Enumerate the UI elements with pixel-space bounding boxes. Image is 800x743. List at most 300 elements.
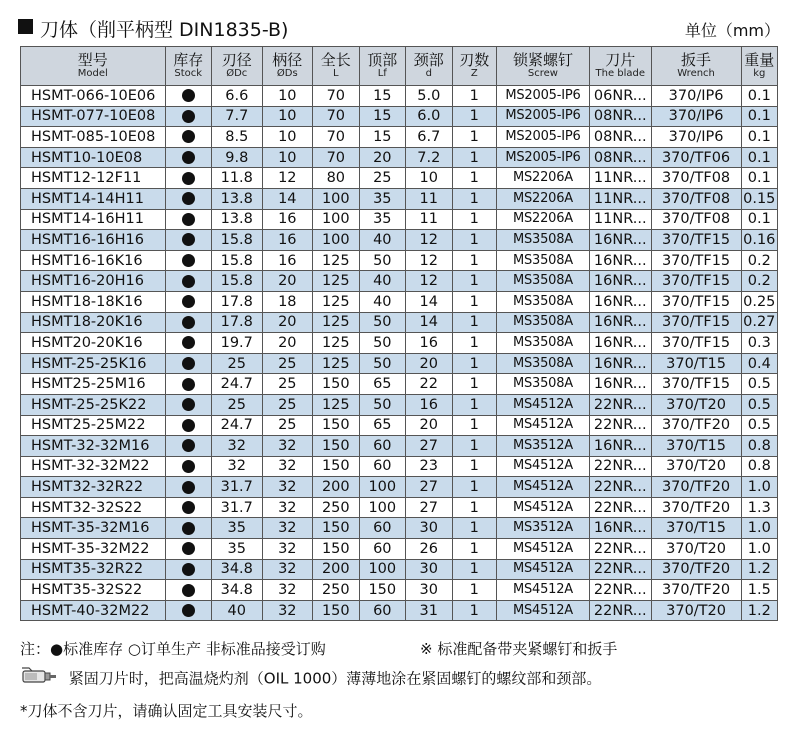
model-cell: HSMT-25-25K16 [21, 353, 166, 374]
column-header-en: The blade [595, 67, 646, 79]
table-cell: 32 [262, 456, 313, 477]
table-row [21, 497, 778, 518]
table-cell: 370/T20 [651, 600, 741, 621]
stock-dot-icon [182, 481, 195, 494]
table-cell: 0.1 [741, 86, 777, 107]
column-header-en: ØDs [276, 67, 298, 79]
table-cell: 16 [262, 230, 313, 251]
table-cell: 25 [212, 394, 263, 415]
stock-cell [165, 333, 211, 354]
stock-dot-icon [182, 151, 195, 164]
warning-note: *刀体不含刀片，请确认固定工具安装尺寸。 [20, 702, 313, 720]
table-row [21, 127, 778, 148]
table-cell: 16NR... [589, 230, 651, 251]
table-cell: 14 [262, 188, 313, 209]
table-cell: 0.15 [741, 188, 777, 209]
table-cell: MS3508A [496, 333, 589, 354]
table-cell: 23 [406, 456, 452, 477]
column-header [406, 47, 452, 86]
table-cell: 1 [452, 353, 496, 374]
legend-note [20, 638, 618, 659]
table-cell: MS4512A [496, 477, 589, 498]
table-cell: 1 [452, 271, 496, 292]
model-cell: HSMT-085-10E08 [21, 127, 166, 148]
stock-cell [165, 147, 211, 168]
table-cell: 16NR... [589, 271, 651, 292]
model-cell: HSMT18-18K16 [21, 291, 166, 312]
table-cell: 16 [406, 394, 452, 415]
table-row [21, 209, 778, 230]
stock-dot-icon [182, 110, 195, 123]
table-cell: 12 [406, 230, 452, 251]
table-cell: 1 [452, 250, 496, 271]
model-cell: HSMT-25-25K22 [21, 394, 166, 415]
table-cell: 22NR... [589, 559, 651, 580]
model-cell: HSMT35-32S22 [21, 580, 166, 601]
stock-dot-icon [182, 563, 195, 576]
table-cell: 35 [359, 188, 405, 209]
stock-dot-icon [182, 254, 195, 267]
column-header [496, 47, 589, 86]
column-header-cn: 锁紧螺钉 [512, 50, 573, 69]
table-cell: 31.7 [212, 477, 263, 498]
table-cell: 16NR... [589, 436, 651, 457]
page-title: 刀体（削平柄型 DIN1835-B) [40, 19, 289, 41]
table-cell: 22NR... [589, 600, 651, 621]
table-cell: MS4512A [496, 456, 589, 477]
table-cell: 15.8 [212, 230, 263, 251]
table-cell: 12 [406, 250, 452, 271]
table-cell: 370/TF08 [651, 188, 741, 209]
table-cell: 22NR... [589, 497, 651, 518]
table-row [21, 539, 778, 560]
model-cell: HSMT-35-32M22 [21, 539, 166, 560]
table-cell: 13.8 [212, 209, 263, 230]
table-cell: 26 [406, 539, 452, 560]
table-cell: 1 [452, 291, 496, 312]
table-cell: 5.0 [406, 86, 452, 107]
table-cell: 32 [262, 477, 313, 498]
stock-dot-icon [182, 439, 195, 452]
page-header [18, 14, 780, 40]
table-cell: 370/T15 [651, 353, 741, 374]
table-cell: 125 [313, 353, 359, 374]
stock-cell [165, 291, 211, 312]
table-cell: 12 [406, 271, 452, 292]
table-cell: 370/TF15 [651, 312, 741, 333]
table-cell: 25 [262, 415, 313, 436]
column-header [262, 47, 313, 86]
column-header-cn: 刃数 [459, 50, 490, 69]
column-header-cn: 颈部 [413, 50, 444, 69]
model-cell: HSMT16-20H16 [21, 271, 166, 292]
stock-dot-icon [182, 398, 195, 411]
stock-cell [165, 250, 211, 271]
table-cell: 16NR... [589, 291, 651, 312]
stock-dot-icon [182, 295, 195, 308]
table-cell: 32 [262, 580, 313, 601]
table-cell: 11NR... [589, 188, 651, 209]
table-cell: 370/TF20 [651, 497, 741, 518]
column-header-en: ØDc [226, 67, 248, 79]
table-cell: 22NR... [589, 477, 651, 498]
table-cell: 1.0 [741, 477, 777, 498]
table-cell: 125 [313, 291, 359, 312]
table-cell: 1 [452, 147, 496, 168]
model-cell: HSMT25-25M16 [21, 374, 166, 395]
table-cell: 20 [262, 312, 313, 333]
stock-dot-icon [182, 89, 195, 102]
column-header-en: kg [753, 67, 766, 79]
stock-cell [165, 106, 211, 127]
table-cell: 1.0 [741, 539, 777, 560]
table-cell: 8.5 [212, 127, 263, 148]
table-cell: MS3508A [496, 353, 589, 374]
table-cell: 32 [262, 539, 313, 560]
model-cell: HSMT-066-10E06 [21, 86, 166, 107]
model-cell: HSMT-35-32M16 [21, 518, 166, 539]
table-cell: 27 [406, 477, 452, 498]
table-cell: MS2005-IP6 [496, 147, 589, 168]
table-cell: 0.2 [741, 271, 777, 292]
table-cell: 31.7 [212, 497, 263, 518]
stock-dot-icon [182, 192, 195, 205]
table-cell: 370/T15 [651, 436, 741, 457]
table-cell: 100 [313, 188, 359, 209]
table-cell: 65 [359, 415, 405, 436]
stock-dot-icon [182, 316, 195, 329]
table-cell: 70 [313, 86, 359, 107]
table-cell: 1 [452, 518, 496, 539]
table-cell: 25 [212, 353, 263, 374]
table-cell: 0.1 [741, 168, 777, 189]
table-cell: 1 [452, 333, 496, 354]
table-cell: 150 [313, 436, 359, 457]
table-cell: 40 [359, 291, 405, 312]
stock-cell [165, 415, 211, 436]
table-cell: MS3508A [496, 291, 589, 312]
table-row [21, 353, 778, 374]
table-cell: 370/TF15 [651, 250, 741, 271]
table-cell: 370/TF20 [651, 415, 741, 436]
table-row [21, 188, 778, 209]
column-header [651, 47, 741, 86]
model-cell: HSMT-32-32M16 [21, 436, 166, 457]
table-cell: 6.7 [406, 127, 452, 148]
table-cell: 65 [359, 374, 405, 395]
table-cell: 370/T15 [651, 518, 741, 539]
column-header-cn: 扳手 [681, 50, 712, 69]
unit-label: 单位（mm） [684, 21, 780, 40]
column-header [589, 47, 651, 86]
table-cell: MS4512A [496, 415, 589, 436]
table-cell: 70 [313, 106, 359, 127]
table-cell: 0.3 [741, 333, 777, 354]
table-cell: 11NR... [589, 209, 651, 230]
table-cell: 16NR... [589, 518, 651, 539]
table-cell: 32 [262, 559, 313, 580]
table-cell: 32 [262, 436, 313, 457]
table-cell: 150 [313, 374, 359, 395]
table-cell: 30 [406, 559, 452, 580]
column-header-en: Z [470, 67, 478, 79]
table-cell: MS3512A [496, 518, 589, 539]
table-cell: 10 [262, 127, 313, 148]
table-cell: 08NR... [589, 127, 651, 148]
column-header-cn: 库存 [173, 50, 204, 69]
table-cell: 370/TF20 [651, 559, 741, 580]
table-cell: 14 [406, 312, 452, 333]
table-row [21, 600, 778, 621]
grease-text: 紧固刀片时，把高温烧灼剂（OIL 1000）薄薄地涂在紧固螺钉的螺纹部和颈部。 [68, 669, 602, 688]
grease-note [20, 665, 601, 691]
table-cell: 15.8 [212, 271, 263, 292]
table-cell: 250 [313, 497, 359, 518]
stock-dot-icon [182, 419, 195, 432]
table-cell: 200 [313, 559, 359, 580]
table-cell: 30 [406, 518, 452, 539]
stock-dot-icon [182, 378, 195, 391]
stock-cell [165, 209, 211, 230]
table-cell: 30 [406, 580, 452, 601]
table-cell: 370/TF20 [651, 580, 741, 601]
stock-cell [165, 271, 211, 292]
table-cell: 1 [452, 436, 496, 457]
table-cell: 370/TF15 [651, 333, 741, 354]
column-header-cn: 柄径 [272, 50, 303, 69]
table-cell: 50 [359, 333, 405, 354]
column-header [359, 47, 405, 86]
model-cell: HSMT18-20K16 [21, 312, 166, 333]
table-row [21, 518, 778, 539]
stock-cell [165, 353, 211, 374]
stock-dot-icon [182, 522, 195, 535]
stock-cell [165, 86, 211, 107]
table-cell: 1 [452, 580, 496, 601]
table-cell: 16 [262, 209, 313, 230]
table-cell: 25 [262, 353, 313, 374]
stock-cell [165, 312, 211, 333]
table-row [21, 394, 778, 415]
table-cell: 9.8 [212, 147, 263, 168]
column-header-cn: 重量 [744, 50, 775, 69]
table-row [21, 477, 778, 498]
table-cell: 15 [359, 106, 405, 127]
stock-dot-icon [182, 501, 195, 514]
table-cell: 125 [313, 250, 359, 271]
table-cell: 50 [359, 312, 405, 333]
stock-dot-icon [182, 130, 195, 143]
table-cell: 20 [359, 147, 405, 168]
table-cell: 1.0 [741, 518, 777, 539]
table-cell: 370/T20 [651, 539, 741, 560]
table-cell: 370/IP6 [651, 127, 741, 148]
table-row [21, 86, 778, 107]
table-cell: 370/TF08 [651, 168, 741, 189]
table-cell: 17.8 [212, 312, 263, 333]
table-cell: 50 [359, 250, 405, 271]
table-cell: 1 [452, 86, 496, 107]
table-cell: 0.5 [741, 415, 777, 436]
table-cell: 60 [359, 456, 405, 477]
model-cell: HSMT32-32S22 [21, 497, 166, 518]
accessory-note: ※ 标准配备带夹紧螺钉和扳手 [420, 640, 618, 658]
table-cell: 150 [313, 600, 359, 621]
table-cell: 08NR... [589, 147, 651, 168]
table-cell: 16NR... [589, 374, 651, 395]
stock-cell [165, 580, 211, 601]
table-cell: 25 [262, 374, 313, 395]
table-cell: MS4512A [496, 580, 589, 601]
column-header [21, 47, 166, 86]
table-cell: 370/T20 [651, 456, 741, 477]
table-cell: 16NR... [589, 250, 651, 271]
column-header-en: d [425, 67, 432, 79]
table-cell: 25 [359, 168, 405, 189]
table-cell: MS2005-IP6 [496, 86, 589, 107]
table-row [21, 230, 778, 251]
table-cell: 32 [262, 518, 313, 539]
table-cell: 1 [452, 539, 496, 560]
table-cell: 34.8 [212, 559, 263, 580]
table-cell: 10 [262, 147, 313, 168]
table-cell: 10 [262, 86, 313, 107]
table-cell: 100 [359, 477, 405, 498]
stock-cell [165, 127, 211, 148]
table-cell: 40 [212, 600, 263, 621]
stock-cell [165, 168, 211, 189]
table-cell: 250 [313, 580, 359, 601]
table-row [21, 333, 778, 354]
table-cell: 20 [262, 333, 313, 354]
column-header-cn: 顶部 [367, 50, 398, 69]
model-cell: HSMT14-16H11 [21, 209, 166, 230]
table-cell: 06NR... [589, 86, 651, 107]
spec-table [20, 46, 778, 621]
table-cell: 24.7 [212, 415, 263, 436]
table-cell: 22 [406, 374, 452, 395]
table-cell: 17.8 [212, 291, 263, 312]
table-cell: MS4512A [496, 539, 589, 560]
table-row [21, 106, 778, 127]
table-cell: 370/TF08 [651, 209, 741, 230]
table-cell: 10 [262, 106, 313, 127]
column-header-cn: 型号 [77, 50, 108, 69]
table-cell: 1 [452, 168, 496, 189]
column-header-en: Model [77, 67, 108, 79]
table-row [21, 250, 778, 271]
table-cell: 19.7 [212, 333, 263, 354]
table-cell: 370/IP6 [651, 86, 741, 107]
column-header-cn: 刀片 [605, 50, 636, 69]
table-cell: MS2206A [496, 168, 589, 189]
table-cell: 10 [406, 168, 452, 189]
table-cell: 0.27 [741, 312, 777, 333]
table-cell: 31 [406, 600, 452, 621]
model-cell: HSMT-40-32M22 [21, 600, 166, 621]
table-cell: 50 [359, 394, 405, 415]
table-cell: 15 [359, 127, 405, 148]
table-cell: 0.1 [741, 209, 777, 230]
stock-cell [165, 477, 211, 498]
table-cell: 1 [452, 188, 496, 209]
column-header-en: Wrench [677, 67, 715, 79]
table-cell: 32 [262, 600, 313, 621]
table-cell: MS3508A [496, 230, 589, 251]
table-cell: 1.5 [741, 580, 777, 601]
table-cell: 0.1 [741, 106, 777, 127]
table-cell: 16NR... [589, 333, 651, 354]
column-header [452, 47, 496, 86]
column-header [313, 47, 359, 86]
table-cell: 12 [262, 168, 313, 189]
table-cell: 1.2 [741, 559, 777, 580]
table-cell: 1 [452, 230, 496, 251]
table-cell: 125 [313, 333, 359, 354]
table-cell: 15.8 [212, 250, 263, 271]
column-header-en: L [333, 67, 339, 79]
table-row [21, 271, 778, 292]
table-cell: 1 [452, 209, 496, 230]
table-cell: 370/TF06 [651, 147, 741, 168]
table-cell: 1 [452, 497, 496, 518]
table-cell: 08NR... [589, 106, 651, 127]
model-cell: HSMT12-12F11 [21, 168, 166, 189]
table-cell: 0.2 [741, 250, 777, 271]
table-cell: MS2206A [496, 188, 589, 209]
black-square-icon [18, 19, 33, 34]
table-cell: 150 [313, 456, 359, 477]
table-cell: 35 [212, 518, 263, 539]
table-row [21, 580, 778, 601]
stock-cell [165, 497, 211, 518]
table-cell: 370/TF15 [651, 230, 741, 251]
table-cell: 34.8 [212, 580, 263, 601]
table-cell: 18 [262, 291, 313, 312]
stock-dot-icon [182, 275, 195, 288]
table-cell: 40 [359, 271, 405, 292]
column-header-en: Screw [527, 67, 558, 79]
table-cell: 22NR... [589, 456, 651, 477]
table-cell: 150 [359, 580, 405, 601]
table-cell: 32 [212, 456, 263, 477]
table-cell: 1 [452, 456, 496, 477]
stock-cell [165, 394, 211, 415]
table-cell: 6.6 [212, 86, 263, 107]
table-cell: 24.7 [212, 374, 263, 395]
model-cell: HSMT-32-32M22 [21, 456, 166, 477]
table-cell: 1 [452, 600, 496, 621]
stock-dot-icon [182, 604, 195, 617]
table-cell: 13.8 [212, 188, 263, 209]
table-cell: 0.4 [741, 353, 777, 374]
table-cell: MS4512A [496, 600, 589, 621]
table-cell: 40 [359, 230, 405, 251]
table-cell: 1 [452, 106, 496, 127]
stock-dot-icon [182, 336, 195, 349]
table-cell: 70 [313, 127, 359, 148]
stock-cell [165, 600, 211, 621]
stock-cell [165, 518, 211, 539]
table-cell: 7.2 [406, 147, 452, 168]
table-cell: MS4512A [496, 559, 589, 580]
table-cell: 50 [359, 353, 405, 374]
table-body [21, 86, 778, 621]
table-cell: 200 [313, 477, 359, 498]
table-row [21, 312, 778, 333]
table-cell: 32 [262, 497, 313, 518]
stock-cell [165, 456, 211, 477]
